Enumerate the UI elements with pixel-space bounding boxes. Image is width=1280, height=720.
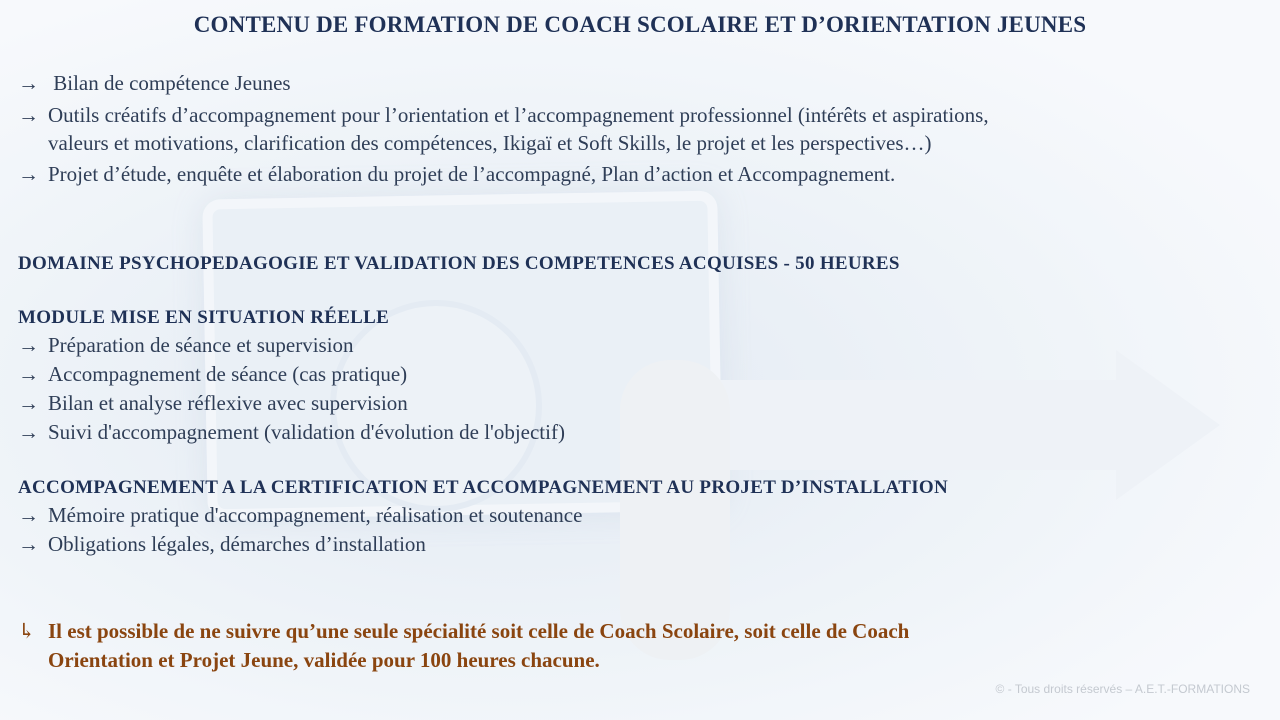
intro-item — [18, 71, 291, 96]
arrow-icon: → — [18, 420, 39, 444]
module-item — [18, 362, 407, 387]
intro-item — [18, 103, 989, 128]
arrow-icon: → — [18, 503, 39, 527]
arrow-icon: → — [18, 391, 39, 415]
module-item-text: Suivi d'accompagnement (validation d'évolution de l'objectif) — [48, 420, 565, 444]
intro-item-text: Outils créatifs d’accompagnement pour l’orientation et l’accompagnement professionnel (intérêts et aspirations, — [48, 103, 989, 127]
slide-title: CONTENU DE FORMATION DE COACH SCOLAIRE ET D’ORIENTATION JEUNES — [193, 12, 1087, 37]
module-item — [18, 333, 354, 358]
arrow-icon: → — [18, 333, 39, 357]
certification-heading: ACCOMPAGNEMENT A LA CERTIFICATION ET ACCOMPAGNEMENT AU PROJET D’INSTALLATION — [18, 477, 949, 498]
note-line-1: Il est possible de ne suivre qu’une seule spécialité soit celle de Coach Scolaire, soit celle de Coach — [48, 619, 910, 643]
certification-item — [18, 532, 426, 557]
intro-item — [18, 162, 895, 187]
module-item-text: Préparation de séance et supervision — [48, 333, 354, 357]
copyright-footer: © - Tous droits réservés – A.E.T.-FORMATIONS — [995, 682, 1250, 696]
module-item — [18, 391, 408, 416]
module-item-text: Accompagnement de séance (cas pratique) — [48, 362, 408, 386]
arrow-icon: → — [18, 162, 39, 186]
arrow-icon: → — [18, 103, 39, 127]
intro-item-continuation: valeurs et motivations, clarification des compétences, Ikigaï et Soft Skills, le projet et les perspectives…) — [48, 131, 932, 155]
certification-item — [18, 503, 582, 528]
certification-item-text: Mémoire pratique d'accompagnement, réalisation et soutenance — [48, 503, 583, 527]
arrow-icon: → — [18, 532, 39, 556]
hook-arrow-icon: ↳ — [18, 619, 36, 643]
module-heading: MODULE MISE EN SITUATION RÉELLE — [18, 307, 390, 328]
arrow-icon: → — [18, 71, 39, 95]
certification-item-text: Obligations légales, démarches d’installation — [48, 532, 426, 556]
intro-item-text: Projet d’étude, enquête et élaboration du projet de l’accompagné, Plan d’action et Accompagnement. — [48, 162, 896, 186]
arrow-icon: → — [18, 362, 39, 386]
domain-heading: DOMAINE PSYCHOPEDAGOGIE ET VALIDATION DES COMPETENCES ACQUISES - 50 HEURES — [18, 253, 900, 274]
intro-item-text: Bilan de compétence Jeunes — [53, 71, 291, 95]
note-line-2: Orientation et Projet Jeune, validée pour 100 heures chacune. — [48, 648, 600, 672]
module-item-text: Bilan et analyse réflexive avec supervision — [48, 391, 408, 415]
module-item — [18, 420, 565, 445]
